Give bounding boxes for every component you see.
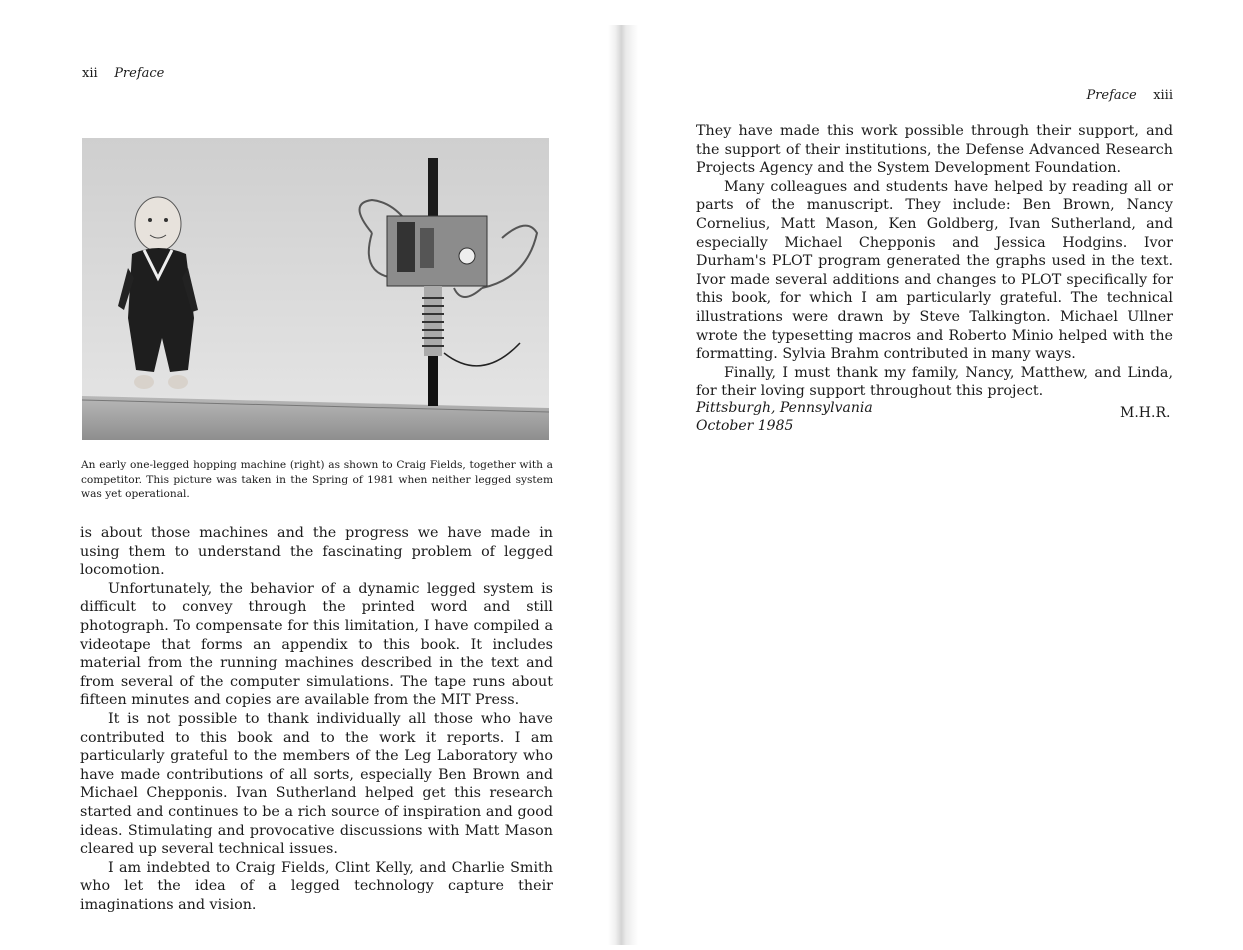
- paragraph: is about those machines and the progress we have made in using them to understand the fascinating problem of legged locomotion.: [80, 525, 553, 579]
- figure-caption: An early one-legged hopping machine (right) as shown to Craig Fields, together with a competitor. This picture was taken in the Spring of 1981 when neither legged system was yet operational.: [81, 459, 553, 500]
- right-body-text: [696, 122, 1173, 401]
- paragraph: I am indebted to Craig Fields, Clint Kelly, and Charlie Smith who let the idea of a legged technology capture their imaginations and vision.: [80, 859, 553, 913]
- left-running-title: Preface: [114, 66, 165, 81]
- right-running-head: [1086, 88, 1173, 103]
- left-page-number: xii: [82, 66, 98, 81]
- paragraph: Finally, I must thank my family, Nancy, Matthew, and Linda, for their loving support throughout this project.: [696, 364, 1173, 400]
- signature-date: October 1985: [696, 418, 794, 434]
- paragraph: They have made this work possible through their support, and the support of their institutions, the Defense Advanced Research Projects Agency and the System Development Foundation.: [696, 123, 1173, 177]
- paragraph: It is not possible to thank individually all those who have contributed to this book and to the work it reports. I am particularly grateful to the members of the Leg Laboratory who have made contributions of all sorts, especially Ben Brown and Michael Chepponis. Ivan Sutherland helped get this research started and continues to be a rich source of inspiration and good ideas. Stimulating and provocative discussions with Matt Mason cleared up several technical issues.: [80, 710, 553, 858]
- right-running-title: Preface: [1086, 88, 1137, 103]
- signature-initials: M.H.R.: [1120, 405, 1171, 421]
- right-page-number: xiii: [1153, 88, 1173, 103]
- paragraph: Unfortunately, the behavior of a dynamic legged system is difficult to convey through the printed word and still photograph. To compensate for this limitation, I have compiled a videotape that forms an appendix to this book. It includes material from the running machines described in the text and from several of the computer simulations. The tape runs about fifteen minutes and copies are available from the MIT Press.: [80, 580, 553, 709]
- left-running-head: [82, 66, 164, 81]
- signature-place: Pittsburgh, Pennsylvania: [696, 400, 873, 416]
- figure-photo: [82, 138, 549, 440]
- signature-place-date: [696, 399, 873, 435]
- figure-photo-illustration: [82, 138, 549, 440]
- left-body-text: [80, 524, 553, 914]
- paragraph: Many colleagues and students have helped by reading all or parts of the manuscript. They include: Ben Brown, Nancy Cornelius, Matt Mason, Ken Goldberg, Ivan Sutherland, and especially Michael Chepponis and Jessica Hodgins. Ivor Durham's PLOT program generated the graphs used in the text. Ivor made several additions and changes to PLOT specifically for this book, for which I am particularly grateful. The technical illustrations were drawn by Steve Talkington. Michael Ullner wrote the typesetting macros and Roberto Minio helped with the formatting. Sylvia Brahm contributed in many ways.: [696, 178, 1173, 363]
